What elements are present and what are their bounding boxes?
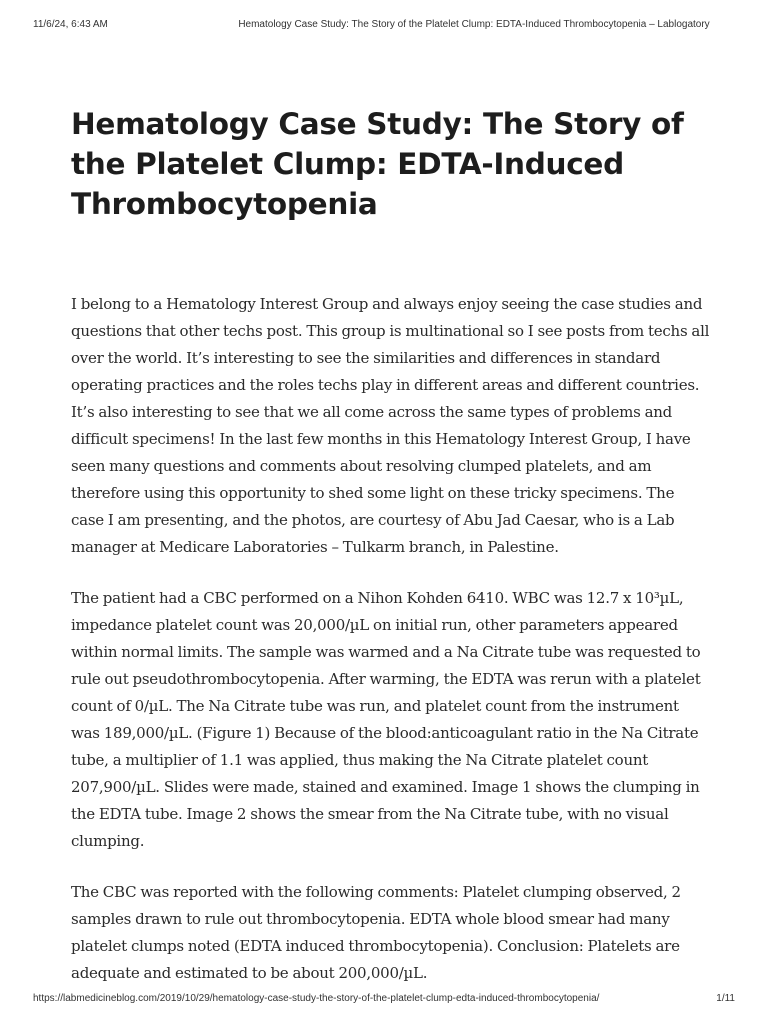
page-counter: 1/11	[716, 993, 735, 1004]
article-body	[71, 291, 711, 987]
paragraph-case: The patient had a CBC performed on a Nihon Kohden 6410. WBC was 12.7 x 10³µL, impedance platelet count was 20,000/µL on initial run, other parameters appeared within normal limits. The sample was warmed and a Na Citrate tube was requested to rule out pseudothrombocytopenia. After warming, the EDTA was rerun with a platelet count of 0/µL. The Na Citrate tube was run, and platelet count from the instrument was 189,000/µL. (Figure 1) Because of the blood:anticoagulant ratio in the Na Citrate tube, a multiplier of 1.1 was applied, thus making the Na Citrate platelet count 207,900/µL. Slides were made, stained and examined. Image 1 shows the clumping in the EDTA tube. Image 2 shows the smear from the Na Citrate tube, with no visual clumping.	[71, 589, 701, 850]
print-header	[0, 19, 768, 33]
print-url[interactable]: https://labmedicineblog.com/2019/10/29/hematology-case-study-the-story-of-the-platelet-clump-edta-induced-thrombocytopenia/	[33, 993, 600, 1004]
print-footer	[0, 993, 768, 1007]
article-title: Hematology Case Study: The Story of the Platelet Clump: EDTA-Induced Thrombocytopenia	[71, 107, 684, 221]
paragraph-intro: I belong to a Hematology Interest Group and always enjoy seeing the case studies and questions that other techs post. This group is multinational so I see posts from techs all over the world. It’s interesting to see the similarities and differences in standard operating practices and the roles techs play in different areas and different countries. It’s also interesting to see that we all come across the same types of problems and difficult specimens! In the last few months in this Hematology Interest Group, I have seen many questions and comments about resolving clumped platelets, and am therefore using this opportunity to shed some light on these tricky specimens. The case I am presenting, and the photos, are courtesy of Abu Jad Caesar, who is a Lab manager at Medicare Laboratories – Tulkarm branch, in Palestine.	[71, 295, 710, 556]
article	[71, 104, 711, 1011]
print-page-title: Hematology Case Study: The Story of the Platelet Clump: EDTA-Induced Thrombocytopenia – Lablogatory	[238, 19, 710, 30]
print-datetime: 11/6/24, 6:43 AM	[33, 19, 108, 30]
paragraph-conclusion: The CBC was reported with the following comments: Platelet clumping observed, 2 samples drawn to rule out thrombocytopenia. EDTA whole blood smear had many platelet clumps noted (EDTA induced thrombocytopenia). Conclusion: Platelets are adequate and estimated to be about 200,000/µL.	[71, 883, 681, 982]
